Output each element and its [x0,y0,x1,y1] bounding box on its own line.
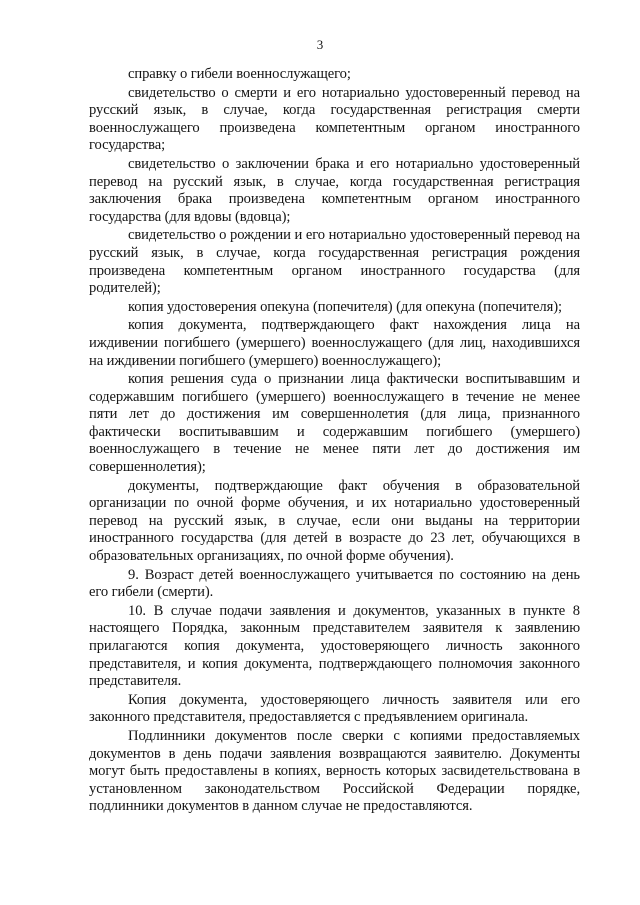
paragraph-guardian-certificate: копия удостоверения опекуна (попечителя) (для опекуна (попечителя); [128,298,562,315]
paragraph-court-decision: копия решения суда о признании лица фактически воспитывавшим и содержавшим погибшего (умершего) военнослужащего в течение не менее пяти лет до достижения им совершеннолетия (для лица, признанного фактически воспитывавшим и содержавшим погибшего (умершего) военнослужащего в течение не менее пяти лет до достижения им совершеннолетия); [89,371,580,476]
page-number: 3 [316,37,324,52]
document-body [89,66,580,817]
paragraph-originals-returned: Подлинники документов после сверки с копиями предоставляемых документов в день подачи заявления возвращаются заявителю. Документы могут быть предоставлены в копиях, верность которых засвидетельствована в установленном законодательством Российской Федерации порядке, подлинники документов в данном случае не предоставляются. [89,727,580,815]
paragraph-marriage-certificate: свидетельство о заключении брака и его нотариально удостоверенный перевод на русский язык, в случае, когда государственная регистрация заключения брака произведена компетентным органом иностранного государства (для вдовы (вдовца); [89,155,580,225]
paragraph-dependency-document: копия документа, подтверждающего факт нахождения лица на иждивении погибшего (умершего) военнослужащего (для лиц, находившихся на иждивении погибшего (умершего) военнослужащего); [89,317,580,369]
paragraph-death-certificate: свидетельство о смерти и его нотариально удостоверенный перевод на русский язык, в случае, когда государственная регистрация смерти военнослужащего произведена компетентным органом иностранного государства; [89,84,580,154]
paragraph-death-certificate-of-serviceman: справку о гибели военнослужащего; [128,66,351,82]
paragraph-birth-certificate: свидетельство о рождении и его нотариально удостоверенный перевод на русский язык, в случае, когда государственная регистрация рождения произведена компетентным органом иностранного государства (для родителей); [89,227,580,297]
paragraph-clause-10: 10. В случае подачи заявления и документов, указанных в пункте 8 настоящего Порядка, законным представителем заявителя к заявлению прилагаются копия документа, удостоверяющего личность законного представителя, и копия документа, подтверждающего полномочия законного представителя. [89,602,580,690]
paragraph-clause-9: 9. Возраст детей военнослужащего учитывается по состоянию на день его гибели (смерти). [89,566,580,601]
paragraph-identity-copy: Копия документа, удостоверяющего личность заявителя или его законного представителя, предоставляется с предъявлением оригинала. [89,691,580,726]
paragraph-education-documents: документы, подтверждающие факт обучения в образовательной организации по очной форме обучения, и их нотариально удостоверенный перевод на русский язык, в случае, если они выданы на территории иностранного государства (для детей в возрасте до 23 лет, обучающихся в образовательных организациях, по очной форме обучения). [89,477,580,565]
